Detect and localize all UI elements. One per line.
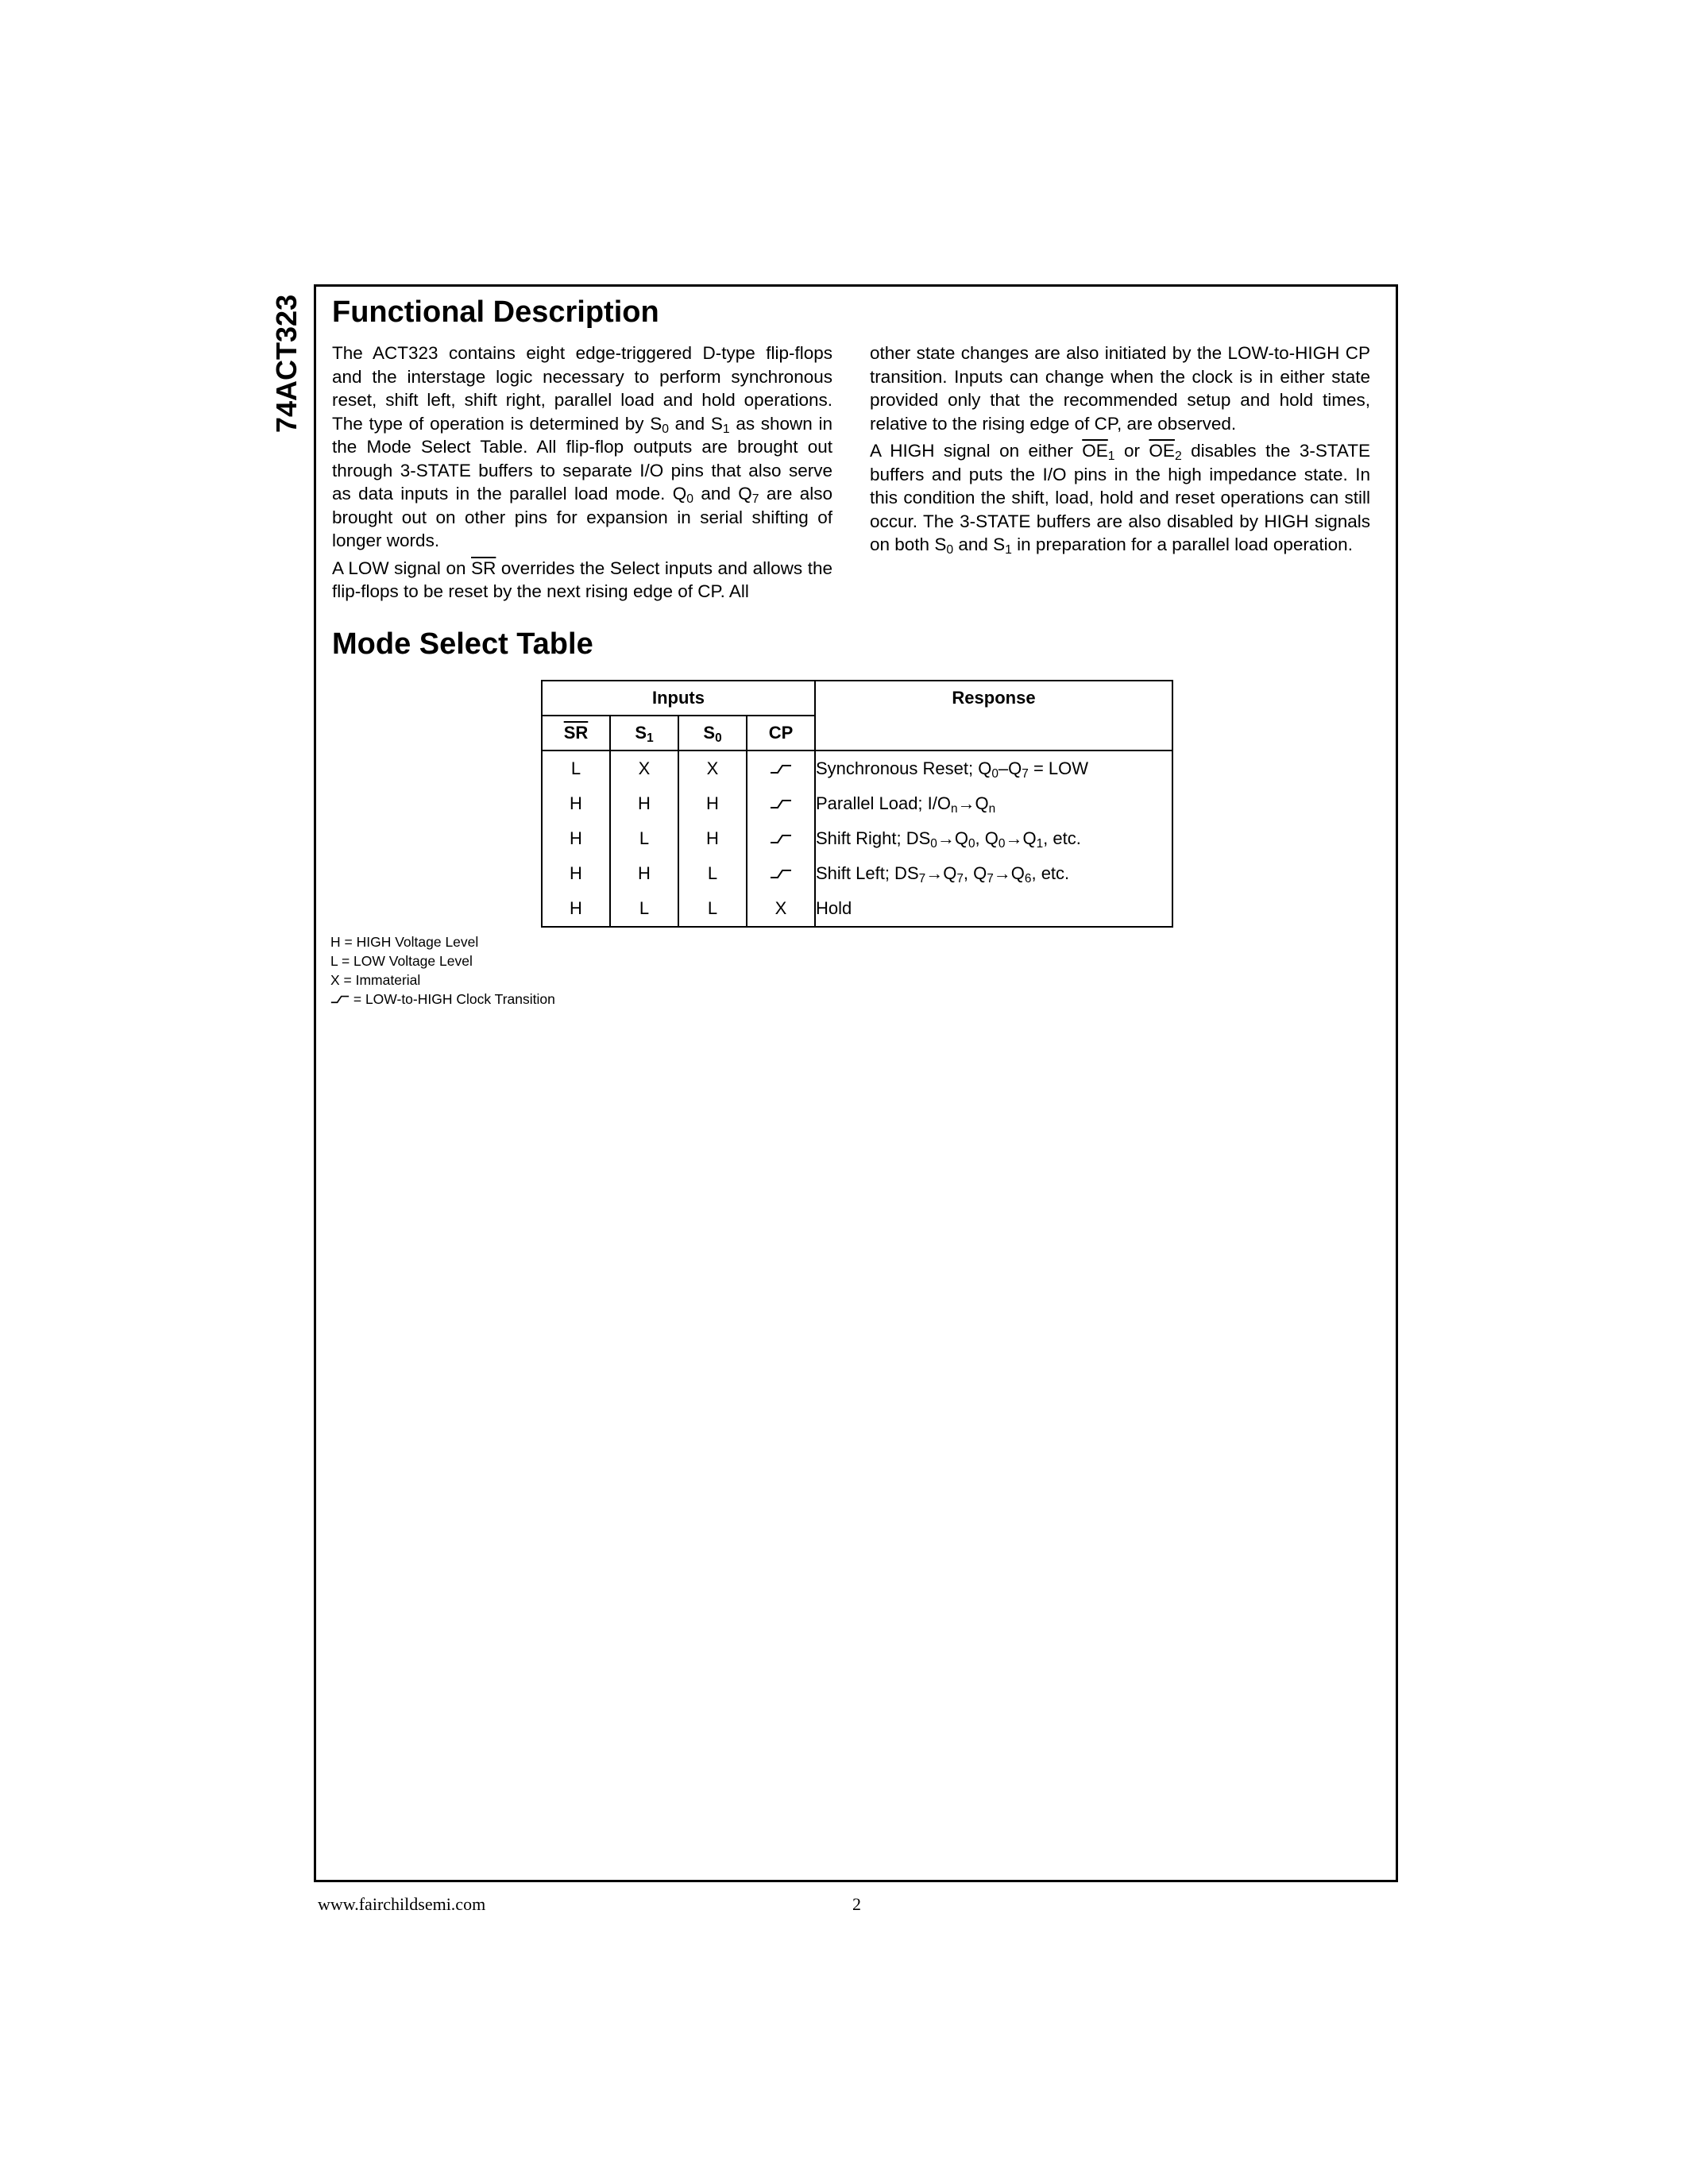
rising-edge-icon: [770, 868, 792, 879]
table-row: [542, 751, 1172, 786]
inputs-header: Inputs: [542, 681, 815, 716]
cell-s1: H: [610, 786, 678, 821]
response-header: Response: [815, 681, 1172, 751]
cell-s1: L: [610, 891, 678, 927]
rising-edge-icon: [770, 763, 792, 774]
rising-edge-icon: [770, 798, 792, 809]
cell-sr: H: [542, 821, 610, 856]
cell-sr: H: [542, 891, 610, 927]
mode-select-heading: Mode Select Table: [332, 627, 593, 661]
mode-select-table: [541, 680, 1173, 928]
right-paragraph-1: other state changes are also initiated by the LOW-to-HIGH CP transition. Inputs can change when the clock is in either state provided only that the recommended setup and hold times, relative to the rising edge of CP, are observed.: [870, 343, 1370, 434]
cell-s0: L: [678, 856, 747, 891]
col-s1: $S_1$: [610, 716, 678, 751]
table-row: [542, 821, 1172, 856]
col-sr: $\overline{SR}$: [542, 716, 610, 751]
left-paragraph-2: A LOW signal on $\overline{SR}$ overrides the Select inputs and allows the flip-flops to be reset by the next rising edge of CP. All: [332, 558, 832, 601]
cell-response: Synchronous Reset; $Q_0-Q_7$ = LOW: [815, 751, 1172, 786]
cell-s0: L: [678, 891, 747, 927]
side-title: 74ACT323: [270, 294, 303, 433]
left-column: [332, 341, 832, 608]
page-number: 2: [852, 1894, 861, 1914]
cell-response: Hold: [815, 891, 1172, 927]
cell-sr: H: [542, 786, 610, 821]
table-legend: [330, 932, 555, 1009]
cell-cp: [747, 856, 815, 891]
legend-low: L = LOW Voltage Level: [330, 953, 473, 969]
cell-s1: X: [610, 751, 678, 786]
footer-url[interactable]: www.fairchildsemi.com: [318, 1894, 486, 1914]
cell-sr: H: [542, 856, 610, 891]
cell-s1: H: [610, 856, 678, 891]
rising-edge-icon: [770, 833, 792, 844]
cell-s0: H: [678, 821, 747, 856]
right-paragraph-2: A HIGH signal on either $\overline{OE}_1$ or $\overline{OE}_2$ disables the 3-STATE buffers and puts the I/O pins in the high impedance state. In this condition the shift, load, hold and reset operations can still occur. The 3-STATE buffers are also disabled by HIGH signals on both $S_0$ and $S_1$ in preparation for a parallel load operation.: [870, 441, 1370, 557]
cell-cp: [747, 786, 815, 821]
left-paragraph-1: The ACT323 contains eight edge-triggered D-type flip-flops and the interstage logic necessary to perform synchronous reset, shift left, shift right, parallel load and hold operations. The type of operation is determined by $S_0$ and $S_1$ as shown in the Mode Select Table. All flip-flop outputs are brought out through 3-STATE buffers to separate I/O pins that also serve as data inputs in the parallel load mode. $Q_0$ and $Q_7$ are also brought out on other pins for expansion in serial shifting of longer words.: [332, 343, 832, 550]
table-row: [542, 786, 1172, 821]
cell-response: Shift Right; $DS_0\to Q_0$, $Q_0\to Q_1$, etc.: [815, 821, 1172, 856]
rising-edge-icon: [330, 994, 350, 1004]
cell-cp: [747, 751, 815, 786]
legend-high: H = HIGH Voltage Level: [330, 934, 479, 950]
col-cp: CP: [747, 716, 815, 751]
cell-s1: L: [610, 821, 678, 856]
cell-s0: X: [678, 751, 747, 786]
legend-immaterial: X = Immaterial: [330, 972, 421, 988]
cell-s0: H: [678, 786, 747, 821]
cell-response: Shift Left; $DS_7\to Q_7$, $Q_7\to Q_6$, etc.: [815, 856, 1172, 891]
cell-cp: X: [747, 891, 815, 927]
right-column: [870, 341, 1370, 561]
legend-transition: = LOW-to-HIGH Clock Transition: [330, 990, 555, 1009]
functional-description-heading: Functional Description: [332, 295, 659, 329]
cell-response: Parallel Load; $I/O_n\to Q_n$: [815, 786, 1172, 821]
table-row: [542, 891, 1172, 927]
col-s0: $S_0$: [678, 716, 747, 751]
cell-cp: [747, 821, 815, 856]
cell-sr: L: [542, 751, 610, 786]
table-row: [542, 856, 1172, 891]
